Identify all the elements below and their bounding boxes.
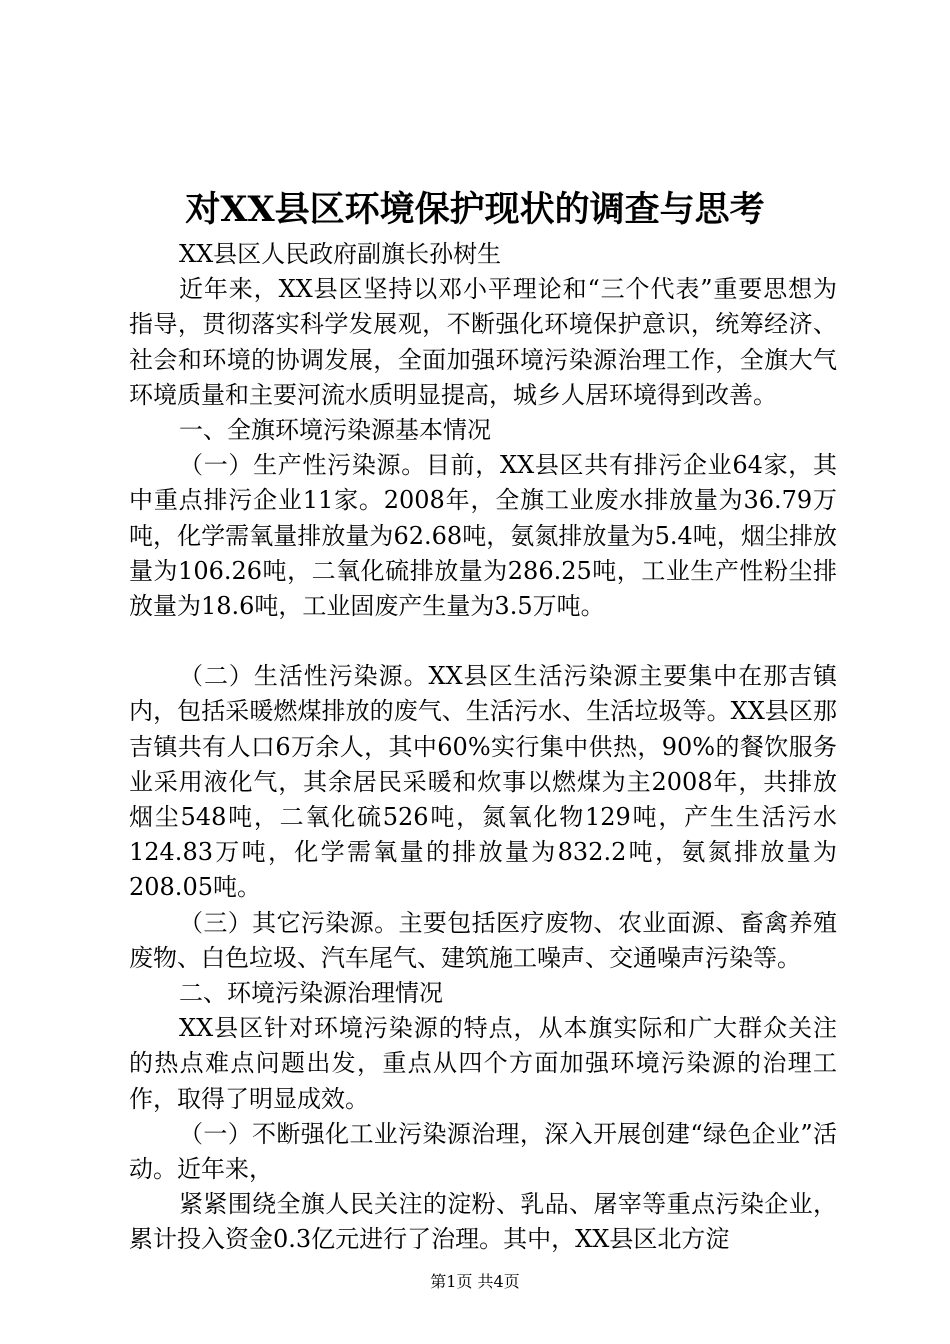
document-title: 对XX县区环境保护现状的调查与思考 (185, 189, 765, 230)
section-heading-1: 一、全旗环境污染源基本情况 (179, 416, 491, 445)
author-line: XX县区人民政府副旗长孙树生 (179, 240, 502, 268)
paragraph-production-pollution: （一）生产性污染源。目前，XX县区共有排污企业64家，其中重点排污企业11家。2008年，全旗工业废水排放量为36.79万吨，化学需氧量排放量为62.68吨，氨氮排放量为5.4吨，烟尘排放量为106.26吨，二氧化硫排放量为286.25吨，工业生产性粉尘排放量为18.6吨，工业固废产生量为3.5万吨。 (129, 451, 837, 621)
document-body (129, 237, 837, 1258)
paragraph-treatment-overview: XX县区针对环境污染源的特点，从本旗实际和广大群众关注的热点难点问题出发，重点从四个方面加强环境污染源的治理工作，取得了明显成效。 (129, 1014, 837, 1113)
paragraph-intro: 近年来，XX县区坚持以邓小平理论和“三个代表”重要思想为指导，贯彻落实科学发展观，不断强化环境保护意识，统筹经济、社会和环境的协调发展，全面加强环境污染源治理工作，全旗大气环境质量和主要河流水质明显提高，城乡人居环境得到改善。 (129, 275, 837, 409)
paragraph-investment: 紧紧围绕全旗人民关注的淀粉、乳品、屠宰等重点污染企业，累计投入资金0.3亿元进行了治理。其中，XX县区北方淀 (129, 1190, 837, 1254)
section-heading-2: 二、环境污染源治理情况 (179, 979, 443, 1008)
paragraph-other-pollution: （三）其它污染源。主要包括医疗废物、农业面源、畜禽养殖废物、白色垃圾、汽车尾气、建筑施工噪声、交通噪声污染等。 (129, 908, 837, 972)
page-footer: 第1页 共4页 (430, 1272, 520, 1291)
paragraph-industrial-treatment: （一）不断强化工业污染源治理，深入开展创建“绿色企业”活动。近年来， (129, 1119, 837, 1184)
paragraph-domestic-pollution: （二）生活性污染源。XX县区生活污染源主要集中在那吉镇内，包括采暖燃煤排放的废气、生活污水、生活垃圾等。XX县区那吉镇共有人口6万余人，其中60%实行集中供热，90%的餐饮服务业采用液化气，其余居民采暖和炊事以燃煤为主2008年，共排放烟尘548吨，二氧化硫526吨，氮氧化物129吨，产生生活污水124.83万吨，化学需氧量的排放量为832.2吨，氨氮排放量为208.05吨。 (129, 662, 837, 902)
